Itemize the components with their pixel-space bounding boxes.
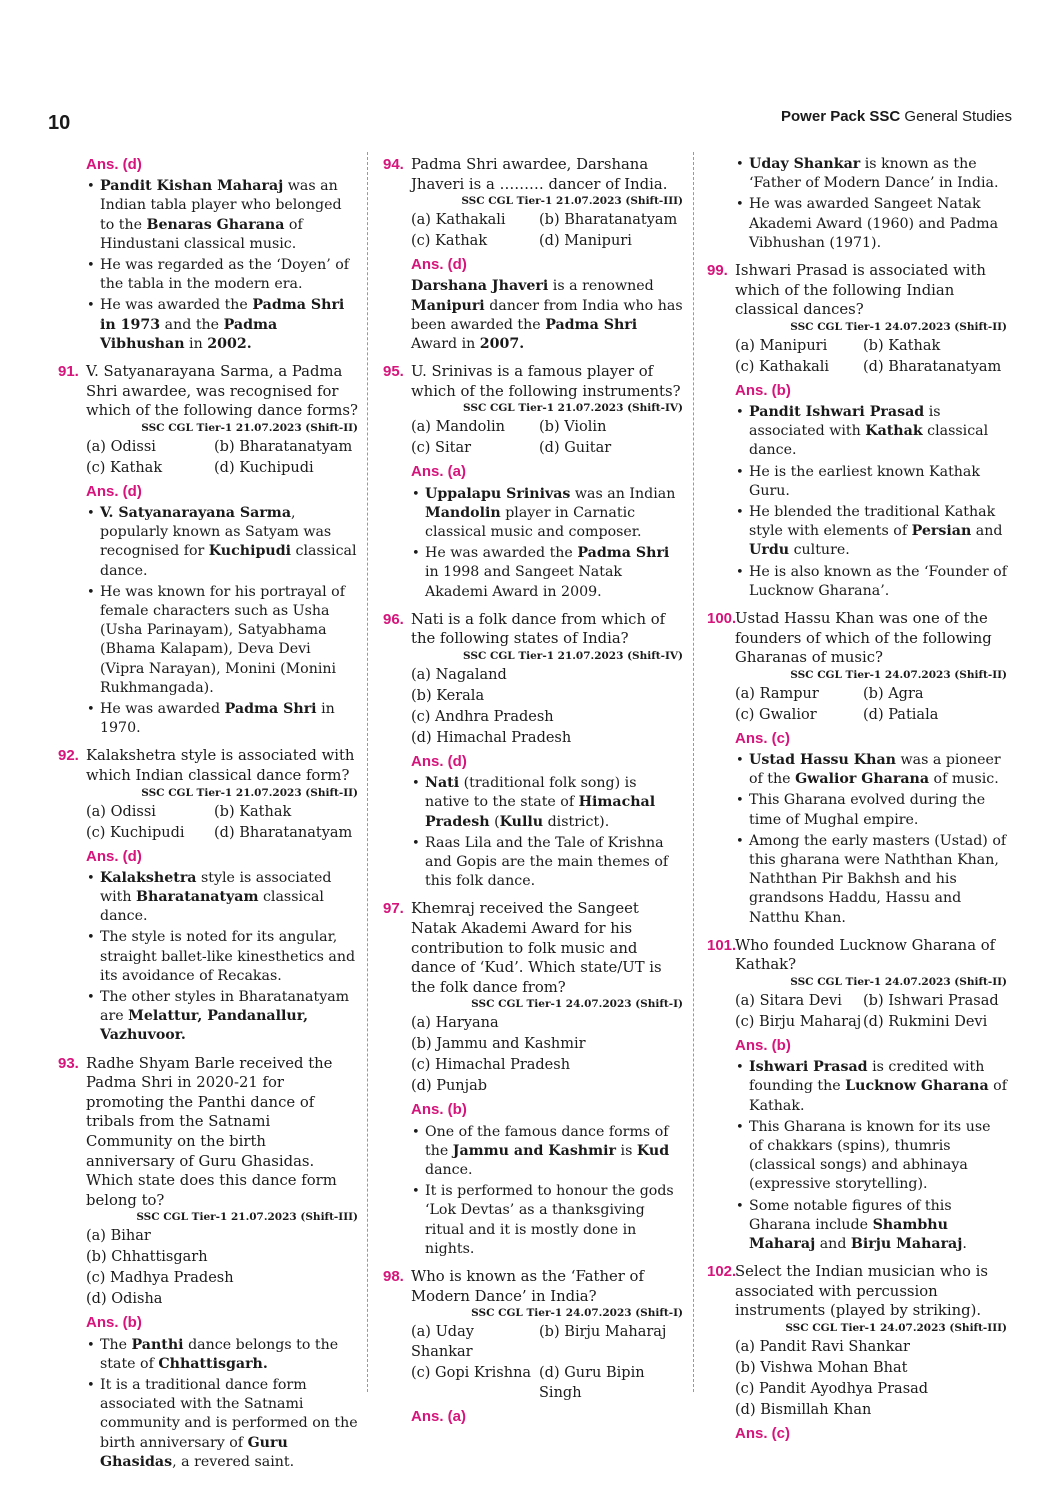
- bold-text: Ishwari Prasad: [749, 1059, 868, 1076]
- question-text: Who founded Lucknow Gharana of Kathak?: [735, 936, 996, 974]
- option: (b) Agra: [863, 685, 924, 702]
- answer-label: Ans. (c): [735, 729, 791, 747]
- text-run: and: [971, 523, 1003, 540]
- bullet-point: [86, 177, 358, 254]
- bullet-point: [735, 155, 1007, 193]
- explanation-93: [86, 1336, 358, 1472]
- text-run: He was awarded Sangeet Natak Akademi Award (1960) and Padma Vibhushan (1971).: [749, 196, 999, 251]
- bold-text: Manipuri: [411, 297, 485, 314]
- question-101: [707, 936, 1007, 1055]
- text-run: He is the earliest known Kathak Guru.: [749, 463, 980, 499]
- bullet-point: [411, 1182, 683, 1259]
- bullet-point: [735, 1118, 1007, 1195]
- bullet-point: [411, 485, 683, 543]
- option: (a) Sitara Devi: [735, 993, 842, 1010]
- question-text: Ishwari Prasad is associated with which of the following Indian classical dances?: [735, 262, 986, 319]
- text-run: He was awarded: [100, 701, 225, 718]
- option: (b) Violin: [539, 419, 607, 436]
- bold-text: Pandit Ishwari Prasad: [749, 404, 925, 420]
- bold-text: Uppalapu Srinivas: [425, 485, 571, 502]
- exam-source: SSC CGL Tier-1 24.07.2023 (Shift-II): [790, 320, 1007, 333]
- explanation-95: [411, 485, 683, 602]
- bold-text: Himachal Pradesh: [425, 794, 656, 830]
- bold-text: Bharatanatyam: [136, 889, 259, 906]
- text-run: One of the famous dance forms of the: [425, 1123, 669, 1159]
- option: (a) Bihar: [86, 1228, 151, 1245]
- bullet-point: [86, 988, 358, 1046]
- bold-text: Panthi: [131, 1336, 184, 1353]
- option: (d) Guru Bipin Singh: [539, 1365, 645, 1402]
- text-run: in 1998 and Sangeet Natak Akademi Award in 2009.: [425, 564, 623, 600]
- question-91: [58, 362, 358, 501]
- question-text: U. Srinivas is a famous player of which of the following instruments?: [411, 363, 681, 400]
- text-run: He is also known as the ‘Founder of Lucknow Gharana’.: [749, 563, 1007, 599]
- bullet-point: [411, 834, 683, 892]
- bullet-point: [86, 296, 358, 354]
- text-run: was an Indian tabla player who belonged to the: [100, 178, 342, 233]
- exam-source: SSC CGL Tier-1 24.07.2023 (Shift-I): [471, 998, 683, 1011]
- options: [735, 336, 1007, 377]
- option: (b) Chhattisgarh: [86, 1249, 208, 1266]
- option: (d) Odisha: [86, 1291, 163, 1308]
- text-run: This Gharana is known for its use of chakkars (spins), thumris (classical songs) and abhinaya (expressive storytelling).: [749, 1118, 991, 1193]
- bold-text: Kullu: [499, 813, 544, 830]
- bold-text: Pandit Kishan Maharaj: [100, 178, 284, 195]
- explanation-98: [735, 155, 1007, 253]
- running-header: [781, 108, 1012, 125]
- option: (c) Pandit Ayodhya Prasad: [735, 1381, 929, 1398]
- options: [411, 1013, 683, 1096]
- question-text: Khemraj received the Sangeet Natak Akademi Award for his contribution to folk music and dance of ‘Kud’. Which state/UT is the folk dance from?: [411, 900, 662, 996]
- text-run: Some notable figures of this Gharana include: [749, 1197, 952, 1233]
- bold-text: Chhattisgarh.: [158, 1355, 268, 1372]
- text-run: The style is noted for its angular, straight ballet-like kinesthetics and its avoidance of Recakas.: [100, 929, 356, 984]
- text-run: dancer from India who has been awarded the: [411, 297, 683, 333]
- option: (c) Kuchipudi: [86, 824, 185, 841]
- question-99: [707, 261, 1007, 400]
- header-subject: General Studies: [904, 108, 1012, 125]
- column-3: [707, 155, 1007, 1446]
- explanation-94: [411, 277, 683, 354]
- explanation-92: [86, 869, 358, 1046]
- text-run: , a revered saint.: [172, 1453, 295, 1470]
- text-run: He blended the traditional Kathak style with elements of: [749, 504, 996, 540]
- option: (b) Vishwa Mohan Bhat: [735, 1360, 908, 1377]
- text-run: dance.: [425, 1162, 473, 1178]
- option: (b) Ishwari Prasad: [863, 993, 999, 1010]
- option: (c) Sitar: [411, 440, 472, 457]
- options: [411, 665, 683, 748]
- options: [411, 210, 683, 251]
- bullet-point: [411, 1123, 683, 1181]
- text-run: and the: [160, 316, 224, 333]
- question-number: 96.: [383, 610, 404, 628]
- bullet-point: [86, 504, 358, 581]
- bullet-point: [735, 503, 1007, 561]
- option: (d) Bismillah Khan: [735, 1402, 872, 1419]
- bold-text: Padma Shri: [224, 701, 317, 718]
- answer-label: Ans. (b): [411, 1101, 467, 1119]
- text-run: is a renowned: [548, 278, 654, 295]
- bullet-point: [735, 463, 1007, 501]
- option: (b) Kathak: [214, 803, 292, 820]
- bold-text: 2002.: [207, 335, 252, 352]
- bullet-point: [735, 1058, 1007, 1116]
- option: (a) Manipuri: [735, 337, 828, 354]
- bold-text: Kathak: [865, 423, 923, 440]
- text-run: The: [100, 1336, 132, 1353]
- question-97: [383, 899, 683, 1119]
- exam-source: SSC CGL Tier-1 21.07.2023 (Shift-III): [461, 195, 683, 208]
- bold-text: Jammu and Kashmir: [452, 1142, 617, 1159]
- exam-source: SSC CGL Tier-1 21.07.2023 (Shift-IV): [463, 402, 683, 415]
- option: (c) Himachal Pradesh: [411, 1057, 571, 1074]
- bold-text: Guru Ghasidas: [100, 1434, 288, 1470]
- question-93: [58, 1054, 358, 1333]
- bold-text: Ustad Hassu Khan: [749, 752, 896, 769]
- column-2: [383, 155, 683, 1429]
- text-run: style is associated with: [100, 869, 332, 906]
- option: (a) Rampur: [735, 685, 819, 702]
- option: (a) Odissi: [86, 438, 156, 455]
- bold-text: Shambhu Maharaj: [749, 1216, 948, 1253]
- option: (d) Himachal Pradesh: [411, 730, 572, 746]
- option: (b) Birju Maharaj: [539, 1324, 667, 1341]
- question-text: Nati is a folk dance from which of the following states of India?: [411, 610, 666, 648]
- question-102: [707, 1262, 1007, 1443]
- option: (c) Andhra Pradesh: [411, 709, 554, 725]
- options: [735, 684, 1007, 725]
- answer-label: Ans. (c): [735, 1425, 791, 1443]
- explanation-101: [735, 1058, 1007, 1254]
- question-number: 92.: [58, 747, 79, 765]
- bold-text: Padma Shri in 1973: [100, 297, 345, 333]
- answer-label: Ans. (b): [735, 381, 791, 399]
- option: (c) Kathakali: [735, 358, 830, 375]
- option: (d) Kuchipudi: [214, 459, 314, 476]
- option: (c) Gopi Krishna: [411, 1365, 532, 1382]
- text-run: dance belongs to the state of: [100, 1336, 339, 1372]
- text-run: of Kathak.: [749, 1078, 1007, 1114]
- bold-text: Persian: [911, 523, 972, 540]
- bold-text: Melattur, Pandanallur, Vazhuvoor.: [100, 1008, 309, 1044]
- bullet-point: [735, 563, 1007, 601]
- bullet-point: [735, 1197, 1007, 1255]
- option: (a) Uday Shankar: [411, 1324, 474, 1361]
- text-run: is associated with: [749, 404, 941, 440]
- question-number: 102.: [707, 1263, 737, 1281]
- option: (a) Nagaland: [411, 667, 507, 683]
- text-run: culture.: [789, 542, 850, 559]
- text-run: classical dance.: [749, 423, 989, 459]
- bold-text: Padma Shri: [577, 545, 670, 562]
- text-run: classical dance.: [100, 543, 357, 579]
- explanation-91: [86, 504, 358, 738]
- exam-source: SSC CGL Tier-1 24.07.2023 (Shift-I): [471, 1307, 683, 1320]
- option: (a) Pandit Ravi Shankar: [735, 1339, 910, 1356]
- bullet-point: [735, 791, 1007, 829]
- option: (b) Jammu and Kashmir: [411, 1036, 586, 1053]
- text-run: He was regarded as the ‘Doyen’ of the tabla in the modern era.: [100, 257, 350, 293]
- answer-label: Ans. (d): [86, 482, 142, 500]
- question-number: 95.: [383, 363, 404, 381]
- text-run: in 1970.: [100, 701, 335, 737]
- bold-text: Padma Vibhushan: [100, 316, 278, 352]
- question-95: [383, 362, 683, 481]
- bullet-point: [86, 583, 358, 698]
- question-100: [707, 609, 1007, 748]
- question-text: Who is known as the ‘Father of Modern Dance’ in India?: [411, 1268, 644, 1305]
- option: (d) Patiala: [863, 706, 939, 723]
- answer-label: Ans. (a): [411, 1408, 467, 1426]
- text-run: of Hindustani classical music.: [100, 216, 303, 252]
- bold-text: Urdu: [749, 542, 790, 559]
- question-98: [383, 1267, 683, 1426]
- bullet-point: [735, 195, 1007, 253]
- bullet-point: [86, 869, 358, 927]
- option: (c) Gwalior: [735, 706, 817, 723]
- options: [86, 1226, 358, 1309]
- bullet-point: [735, 403, 1007, 461]
- header-brand: Power Pack SSC: [781, 108, 901, 125]
- option: (a) Haryana: [411, 1015, 499, 1032]
- question-number: 100.: [707, 610, 737, 628]
- text-run: It is a traditional dance form associated with the Satnami community and is performed on the birth anniversary of: [100, 1377, 358, 1451]
- question-92: [58, 746, 358, 865]
- bullet-point: [411, 544, 683, 602]
- text-run: Award in: [411, 336, 480, 352]
- option: (b) Kerala: [411, 688, 485, 704]
- text-run: This Gharana evolved during the time of Mughal empire.: [749, 792, 986, 828]
- option: (d) Rukmini Devi: [863, 1014, 988, 1031]
- bullet-point: [735, 751, 1007, 789]
- question-96: [383, 610, 683, 771]
- text-run: .: [962, 1236, 967, 1253]
- bold-text: Darshana Jhaveri: [411, 278, 549, 295]
- explanation-100: [735, 751, 1007, 928]
- bold-text: Nati: [425, 775, 460, 792]
- bullet-point: [86, 1336, 358, 1374]
- column-separator: [693, 152, 694, 1392]
- page-number: 10: [48, 112, 71, 134]
- explanation-90: [86, 177, 358, 354]
- options: [86, 802, 358, 843]
- question-number: 97.: [383, 900, 404, 918]
- exam-source: SSC CGL Tier-1 21.07.2023 (Shift-II): [141, 786, 358, 799]
- answer-90: Ans. (d): [86, 156, 142, 173]
- text-run: district).: [543, 813, 610, 830]
- option: (d) Punjab: [411, 1078, 488, 1095]
- option: (d) Bharatanatyam: [863, 358, 1002, 375]
- exam-source: SSC CGL Tier-1 21.07.2023 (Shift-III): [136, 1211, 358, 1224]
- options: [735, 991, 1007, 1032]
- bold-text: Lucknow Gharana: [845, 1078, 989, 1095]
- exam-source: SSC CGL Tier-1 21.07.2023 (Shift-II): [141, 421, 358, 434]
- options: [86, 437, 358, 478]
- bold-text: Benaras Gharana: [146, 216, 285, 233]
- text-run: and: [815, 1236, 851, 1253]
- exam-source: SSC CGL Tier-1 24.07.2023 (Shift-II): [790, 976, 1007, 989]
- question-94: [383, 155, 683, 274]
- question-text: Ustad Hassu Khan was one of the founders of which of the following Gharanas of music?: [735, 610, 992, 667]
- bold-text: Kuchipudi: [208, 543, 292, 560]
- option: (a) Mandolin: [411, 419, 506, 436]
- text-run: He was awarded the: [425, 545, 578, 562]
- option: (b) Bharatanatyam: [214, 438, 353, 455]
- question-number: 98.: [383, 1268, 404, 1286]
- bullet-point: [411, 774, 683, 832]
- text-run: He was awarded the: [100, 297, 253, 314]
- explanation-96: [411, 774, 683, 891]
- question-number: 91.: [58, 363, 79, 381]
- option: (b) Kathak: [863, 337, 941, 354]
- question-text: Select the Indian musician who is associated with percussion instruments (played by striking).: [735, 1263, 988, 1320]
- bold-text: Gwalior Gharana: [795, 771, 930, 788]
- column-separator: [367, 152, 368, 1392]
- bullet-point: [86, 256, 358, 294]
- option: (c) Kathak: [86, 459, 163, 476]
- text-run: He was known for his portrayal of female characters such as Usha (Usha Parinayam), Satyabhama (Bhama Kalapam), Deva Devi (Vipra Narayan), Monini (Monini Rukhmangada).: [100, 583, 345, 696]
- option: (c) Madhya Pradesh: [86, 1270, 234, 1287]
- question-number: 93.: [58, 1054, 79, 1072]
- options: [411, 1322, 683, 1403]
- text-run: (: [489, 813, 500, 830]
- text-run: The other styles in Bharatanatyam are: [100, 989, 350, 1025]
- bullet-point: [86, 1376, 358, 1472]
- answer-label: Ans. (b): [86, 1314, 142, 1332]
- column-1: [58, 155, 358, 1474]
- bold-text: Birju Maharaj: [850, 1236, 963, 1253]
- question-number: 94.: [383, 156, 404, 173]
- option: (d) Bharatanatyam: [214, 824, 353, 841]
- question-text: Kalakshetra style is associated with which Indian classical dance form?: [86, 747, 355, 785]
- text-run: classical dance.: [100, 889, 324, 925]
- question-text: Padma Shri awardee, Darshana Jhaveri is a ……… dancer of India.: [411, 156, 668, 193]
- text-run: (traditional folk song) is native to the state of: [425, 775, 637, 811]
- text-run: is credited with founding the: [749, 1059, 985, 1095]
- explanation-99: [735, 403, 1007, 601]
- bold-text: Mandolin: [425, 504, 501, 521]
- answer-label: Ans. (d): [411, 256, 467, 274]
- text-run: , popularly known as Satyam was recognised for: [100, 505, 332, 560]
- bold-text: 2007.: [479, 336, 525, 352]
- exam-source: SSC CGL Tier-1 24.07.2023 (Shift-III): [785, 1322, 1007, 1335]
- answer-label: Ans. (a): [411, 463, 467, 481]
- bold-text: V. Satyanarayana Sarma: [100, 505, 292, 522]
- answer-label: Ans. (d): [86, 847, 142, 865]
- text-run: in: [184, 335, 208, 352]
- option: (c) Kathak: [411, 233, 488, 250]
- option: (c) Birju Maharaj: [735, 1014, 862, 1031]
- option: (b) Bharatanatyam: [539, 212, 678, 229]
- text-run: player in Carnatic classical music and composer.: [425, 504, 642, 540]
- question-text: V. Satyanarayana Sarma, a Padma Shri awardee, was recognised for which of the following dance forms?: [86, 363, 358, 420]
- text-run: was an Indian: [570, 485, 676, 502]
- bold-text: Kud: [636, 1142, 670, 1159]
- options: [735, 1337, 1007, 1420]
- option: (a) Kathakali: [411, 212, 506, 229]
- text-run: is known as the ‘Father of Modern Dance’ in India.: [749, 156, 999, 192]
- bold-text: Uday Shankar: [749, 156, 861, 172]
- text-run: Raas Lila and the Tale of Krishna and Gopis are the main themes of this folk dance.: [425, 834, 669, 890]
- bullet-point: [86, 700, 358, 738]
- explanation-97: [411, 1123, 683, 1259]
- exam-source: SSC CGL Tier-1 21.07.2023 (Shift-IV): [463, 650, 683, 662]
- text-run: Among the early masters (Ustad) of this gharana were Naththan Khan, Naththan Pir Bakhsh and his grandsons Haddu, Hassu and Natthu Khan.: [749, 832, 1007, 926]
- text-run: was a pioneer of the: [749, 752, 1001, 788]
- question-number: 101.: [707, 936, 737, 954]
- option: (d) Guitar: [539, 440, 612, 457]
- answer-label: Ans. (d): [411, 753, 467, 770]
- option: (d) Manipuri: [539, 233, 632, 250]
- bullet-point: [735, 832, 1007, 928]
- bullet-point: [86, 928, 358, 986]
- text-run: is: [616, 1142, 637, 1159]
- answer-label: Ans. (b): [735, 1037, 791, 1055]
- text-run: of music.: [929, 771, 999, 788]
- exam-source: SSC CGL Tier-1 24.07.2023 (Shift-II): [790, 668, 1007, 681]
- question-number: 99.: [707, 262, 728, 280]
- bold-text: Kalakshetra: [100, 869, 197, 886]
- options: [411, 417, 683, 458]
- question-text: Radhe Shyam Barle received the Padma Shri in 2020-21 for promoting the Panthi dance of tribals from the Satnami Community on the birth anniversary of Guru Ghasidas. Which state does this dance form belong to?: [86, 1054, 337, 1209]
- text-run: It is performed to honour the gods ‘Lok Devtas’ as a thanksgiving ritual and it is mostly done in nights.: [425, 1183, 674, 1257]
- bold-text: Padma Shri: [545, 316, 638, 333]
- option: (a) Odissi: [86, 803, 156, 820]
